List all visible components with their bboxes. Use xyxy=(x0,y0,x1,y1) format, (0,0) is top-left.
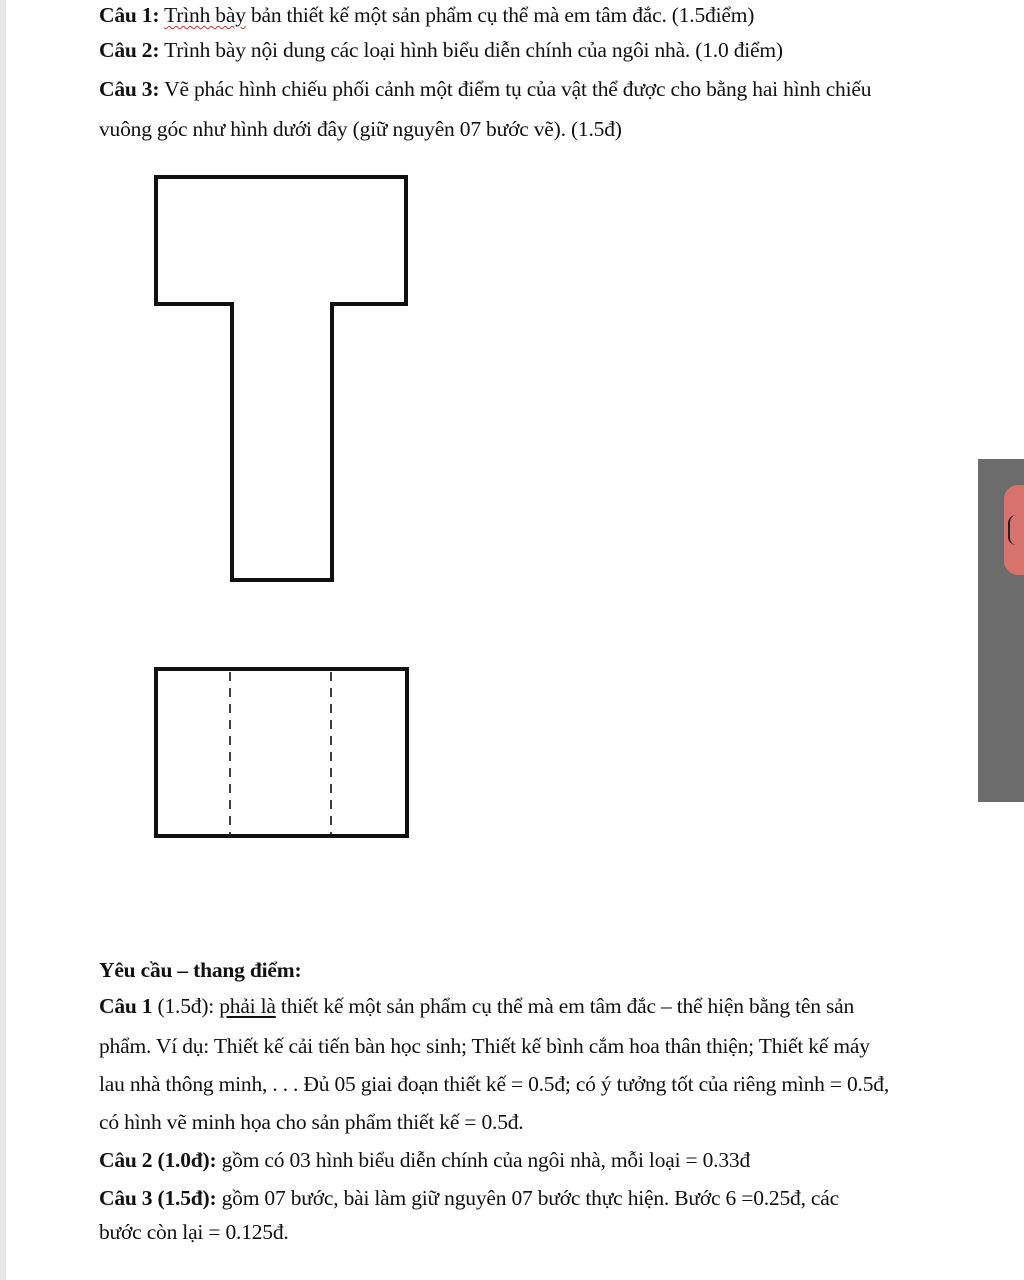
grading-2-label: Câu 2 (1.0đ): xyxy=(99,1148,217,1172)
grading-1-line2: phẩm. Ví dụ: Thiết kế cải tiến bàn học sinh; Thiết kế bình cắm hoa thân thiện; Thiết kế máy xyxy=(99,1034,870,1058)
grading-3-line2: bước còn lại = 0.125đ. xyxy=(99,1220,289,1244)
grading-3-line1: Câu 3 (1.5đ): gồm 07 bước, bài làm giữ nguyên 07 bước thực hiện. Bước 6 =0.25đ, các xyxy=(99,1186,839,1210)
grading-2: Câu 2 (1.0đ): gồm có 03 hình biểu diễn chính của ngôi nhà, mỗi loại = 0.33đ xyxy=(99,1148,751,1172)
side-scroll-panel[interactable] xyxy=(978,459,1024,802)
spellcheck-flagged-text: Trình bày xyxy=(164,3,246,27)
question-2-text: Trình bày nội dung các loại hình biểu diễn chính của ngôi nhà. (1.0 điểm) xyxy=(159,38,783,62)
grading-1-label: Câu 1 xyxy=(99,994,153,1018)
question-3-text-line2: vuông góc như hình dưới đây (giữ nguyên 07 bước vẽ). (1.5đ) xyxy=(99,117,622,141)
grading-heading: Yêu cầu – thang điểm: xyxy=(99,958,302,982)
underlined-text: phải là xyxy=(219,994,276,1018)
question-1-label: Câu 1: xyxy=(99,3,160,27)
scroll-thumb[interactable] xyxy=(1004,485,1024,575)
grading-1-line1: Câu 1 (1.5đ): phải là thiết kế một sản phẩm cụ thể mà em tâm đắc – thể hiện bằng tên sản xyxy=(99,994,855,1018)
question-3-label: Câu 3: xyxy=(99,77,160,101)
question-3-text-line1: Vẽ phác hình chiếu phối cảnh một điểm tụ của vật thể được cho bằng hai hình chiếu xyxy=(159,77,872,101)
top-view-t-shape xyxy=(156,177,406,580)
grading-3-label: Câu 3 (1.5đ): xyxy=(99,1186,217,1210)
question-2-label: Câu 2: xyxy=(99,38,160,62)
grading-1-line3: lau nhà thông minh, . . . Đủ 05 giai đoạn thiết kế = 0.5đ; có ý tưởng tốt của riêng mình = 0.5đ, xyxy=(99,1072,890,1096)
thumb-grip-icon xyxy=(1008,515,1016,545)
question-1-text: bản thiết kế một sản phẩm cụ thể mà em tâm đắc. (1.5điểm) xyxy=(245,3,755,27)
grading-1-line4: có hình vẽ minh họa cho sản phẩm thiết kế = 0.5đ. xyxy=(99,1110,524,1134)
front-view-rectangle xyxy=(156,669,407,836)
